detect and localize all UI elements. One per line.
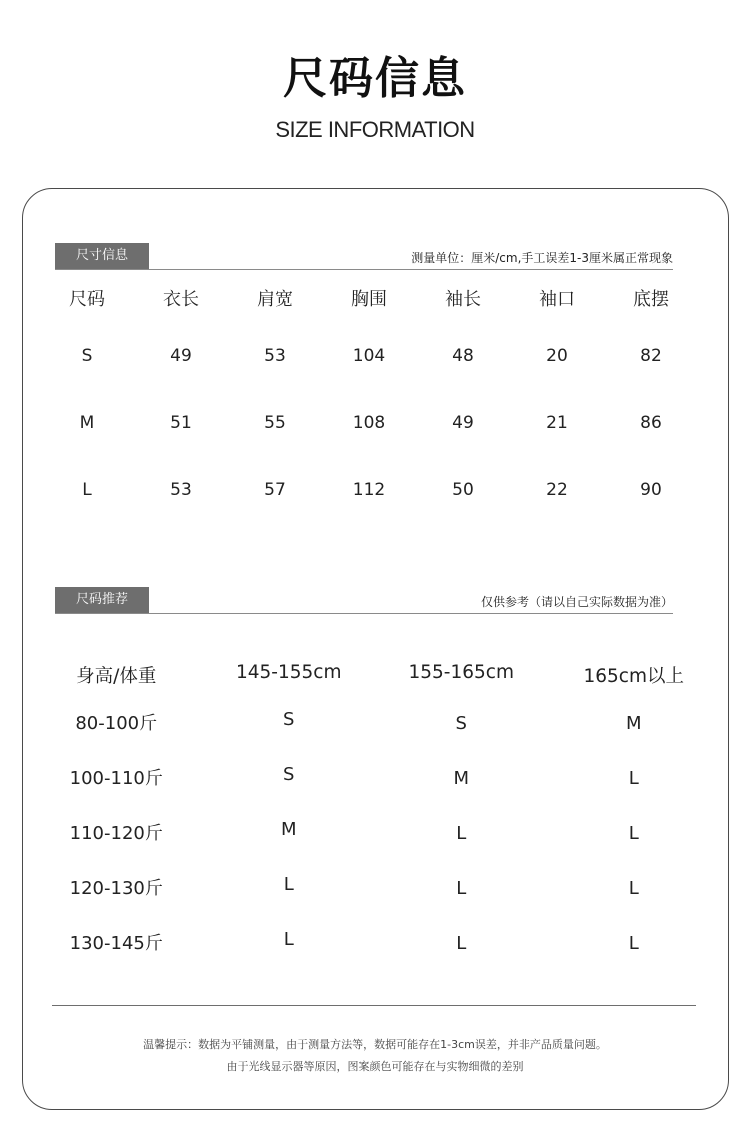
- column-header: 165cm以上: [583, 666, 684, 687]
- table-cell: 130-145斤: [69, 933, 163, 954]
- column-header: 尺码: [69, 289, 105, 310]
- table-cell: 53: [170, 479, 192, 500]
- column-header: 衣长: [163, 289, 199, 310]
- column-header: 155-165cm: [408, 662, 514, 683]
- table-cell: L: [628, 768, 639, 789]
- column-header: 底摆: [633, 289, 669, 310]
- table-cell: M: [280, 819, 297, 840]
- recommendation-note: 仅供参考（请以自己实际数据为准）: [480, 595, 673, 609]
- size-table: [40, 285, 698, 523]
- column-header: 145-155cm: [236, 662, 342, 683]
- table-cell: 50: [452, 479, 474, 500]
- table-row: [30, 764, 720, 819]
- table-row: [40, 456, 698, 523]
- column-header: 袖口: [539, 289, 575, 310]
- recommendation-table: [30, 650, 720, 984]
- table-cell: L: [283, 929, 294, 950]
- table-cell: 21: [546, 413, 568, 434]
- table-cell: 49: [170, 346, 192, 367]
- page-title: 尺码信息: [283, 53, 467, 104]
- table-cell: M: [453, 768, 470, 789]
- table-cell: 49: [452, 413, 474, 434]
- table-cell: 80-100斤: [75, 713, 158, 734]
- table-cell: S: [81, 346, 93, 367]
- table-row: [30, 874, 720, 929]
- size-info-tag: 尺寸信息: [55, 243, 149, 269]
- recommendation-table-header: [30, 650, 720, 709]
- table-cell: 108: [352, 413, 386, 434]
- recommendation-section-header: [55, 587, 673, 614]
- column-header: 身高/体重: [76, 666, 157, 687]
- table-cell: 100-110斤: [69, 768, 163, 789]
- section-divider: [55, 269, 673, 270]
- table-cell: L: [628, 823, 639, 844]
- table-cell: 51: [170, 413, 192, 434]
- footer-note-2: 由于光线显示器等原因，图案颜色可能存在与实物细微的差别: [226, 1060, 524, 1073]
- table-row: [30, 819, 720, 874]
- table-cell: 82: [640, 346, 662, 367]
- column-header: 肩宽: [257, 289, 293, 310]
- table-cell: L: [456, 823, 467, 844]
- footer-divider: [52, 1005, 696, 1006]
- table-cell: L: [283, 874, 294, 895]
- size-info-section-header: [55, 243, 673, 270]
- page-subtitle: SIZE INFORMATION: [275, 117, 475, 142]
- table-row: [40, 323, 698, 390]
- size-info-note: 测量单位：厘米/cm,手工误差1-3厘米属正常现象: [411, 251, 673, 265]
- table-row: [30, 929, 720, 984]
- table-cell: M: [79, 413, 95, 434]
- table-cell: L: [456, 933, 467, 954]
- column-header: 袖长: [445, 289, 481, 310]
- table-cell: 48: [452, 346, 474, 367]
- table-cell: 53: [264, 346, 286, 367]
- table-cell: S: [283, 764, 295, 785]
- table-cell: 57: [264, 479, 286, 500]
- table-cell: L: [82, 479, 92, 500]
- table-cell: L: [628, 878, 639, 899]
- size-table-header: [40, 285, 698, 323]
- recommendation-tag: 尺码推荐: [55, 587, 149, 613]
- table-cell: 110-120斤: [69, 823, 163, 844]
- table-cell: L: [628, 933, 639, 954]
- footer-note-1: 温馨提示：数据为平铺测量，由于测量方法等，数据可能存在1-3cm误差，并非产品质量问题。: [143, 1038, 607, 1051]
- table-cell: 104: [352, 346, 386, 367]
- table-cell: M: [625, 713, 642, 734]
- section-divider: [55, 613, 673, 614]
- table-row: [30, 709, 720, 764]
- table-cell: 55: [264, 413, 286, 434]
- table-cell: 112: [352, 479, 386, 500]
- table-cell: 22: [546, 479, 568, 500]
- table-cell: 120-130斤: [69, 878, 163, 899]
- table-cell: L: [456, 878, 467, 899]
- table-cell: 86: [640, 413, 662, 434]
- table-cell: S: [283, 709, 295, 730]
- table-cell: S: [455, 713, 467, 734]
- table-row: [40, 390, 698, 457]
- table-cell: 20: [546, 346, 568, 367]
- table-cell: 90: [640, 479, 662, 500]
- column-header: 胸围: [351, 289, 387, 310]
